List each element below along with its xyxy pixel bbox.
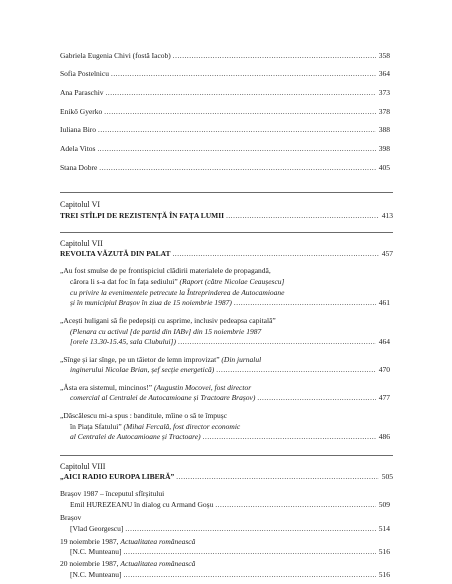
page-number: 516 xyxy=(378,570,390,579)
toc-entry xyxy=(60,162,390,174)
entry-title: Enikő Gyerko xyxy=(60,107,103,116)
entry-line-source: (Augustin Mocovei, fost director xyxy=(153,383,252,392)
page-number: 364 xyxy=(378,69,390,78)
toc-entry-last-line xyxy=(60,297,390,309)
page-number: 413 xyxy=(381,211,393,220)
leader-dots xyxy=(125,523,375,535)
toc-entry xyxy=(60,143,390,155)
entry-line: Brașov 1987 – începutul sfîrșitului xyxy=(60,489,165,498)
chapter-title-entry xyxy=(60,248,393,260)
leader-dots xyxy=(98,124,376,136)
chapter-divider xyxy=(60,192,393,193)
leader-dots xyxy=(178,336,376,348)
entry-line: al Centralei de Autocamioane și Tractoare) xyxy=(70,432,201,441)
entry-line-program: Actualitatea românească xyxy=(120,537,196,546)
entry-line: comercial al Centralei de Autocamioane și Tractoare Brașov) xyxy=(70,393,256,402)
toc-entry-last-line xyxy=(60,364,390,376)
toc-entry xyxy=(60,50,390,62)
toc-entry-last-line xyxy=(60,392,390,404)
entry-line-source: (Mihai Fercală, fost director economic xyxy=(123,422,241,431)
page-number: 405 xyxy=(378,163,390,172)
entry-line: Emil HUREZEANU în dialog cu Armand Goșu xyxy=(70,500,214,509)
entry-title: Ana Paraschiv xyxy=(60,88,104,97)
toc-entry xyxy=(60,87,390,99)
leader-dots xyxy=(226,210,379,222)
entry-line: inginerului Nicolae Brian, șef secție energetică) xyxy=(70,365,215,374)
page-number: 505 xyxy=(381,472,393,481)
entry-line: [N.C. Munteanu] xyxy=(70,547,122,556)
page-number: 457 xyxy=(381,249,393,258)
leader-dots xyxy=(176,471,378,483)
entry-title: Iuliana Biro xyxy=(60,125,97,134)
entry-line-text: „Ăsta era sistemul, mincinos!” xyxy=(60,383,153,392)
leader-dots xyxy=(111,68,376,80)
page-number: 461 xyxy=(378,298,390,307)
entry-line xyxy=(70,277,284,287)
page-number: 514 xyxy=(378,524,390,533)
chapter-label: Capitolul VIII xyxy=(60,462,106,471)
toc-entry-last-line xyxy=(60,336,390,348)
chapter-label: Capitolul VII xyxy=(60,239,103,248)
leader-dots xyxy=(104,106,375,118)
chapter-title: REVOLTA VĂZUTĂ DIN PALAT xyxy=(60,249,171,258)
leader-dots xyxy=(203,431,376,443)
entry-title: Sofia Postelnicu xyxy=(60,69,109,78)
toc-entry-last-line xyxy=(60,431,390,443)
entry-line: „Acești huligani să fie pedepsiți cu asprime, inclusiv pedeapsa capitală” xyxy=(60,316,276,325)
page-number: 477 xyxy=(378,393,390,402)
entry-line: (Plenara cu activul [de partid din IABv] din 15 noiembrie 1987 xyxy=(70,327,262,336)
entry-title: Gabriela Eugenia Chivi (fostă Iacob) xyxy=(60,51,171,60)
entry-line: [Vlad Georgescu] xyxy=(70,524,124,533)
toc-entry xyxy=(60,106,390,118)
entry-line-date: 19 noiembrie 1987, xyxy=(60,537,119,546)
chapter-title: TREI STÎLPI DE REZISTENȚĂ ÎN FAȚA LUMII xyxy=(60,211,225,220)
page-number: 470 xyxy=(378,365,390,374)
entry-line-text: cărora li s-a dat foc în fața sediului” xyxy=(70,277,178,286)
leader-dots xyxy=(173,50,376,62)
leader-dots xyxy=(123,546,375,558)
leader-dots xyxy=(173,248,379,260)
entry-line-text: „Sînge și iar sînge, pe un tăietor de lemn improvizat” xyxy=(60,355,220,364)
toc-entry xyxy=(60,68,390,80)
page-number: 358 xyxy=(378,51,390,60)
entry-line: „Dăscălescu mi-a spus : banditule, mîine o să te împușc xyxy=(60,411,228,420)
page-number: 373 xyxy=(378,88,390,97)
toc-entry-last-line xyxy=(60,569,390,581)
entry-line-source: (Din jurnalul xyxy=(221,355,262,364)
chapter-title: „AICI RADIO EUROPA LIBERĂ” xyxy=(60,472,175,481)
entry-line-source: (Raport (către Nicolae Ceaușescu] xyxy=(179,277,285,286)
entry-line xyxy=(60,559,195,569)
entry-line-date: 20 noiembrie 1987, xyxy=(60,559,119,568)
page-number: 486 xyxy=(378,432,390,441)
page-number: 398 xyxy=(378,144,390,153)
entry-line: și în municipiul Brașov în ziua de 15 noiembrie 1987) xyxy=(70,298,232,307)
toc-entry-last-line xyxy=(60,546,390,558)
page-number: 516 xyxy=(378,547,390,556)
toc-entry-last-line xyxy=(60,499,390,511)
leader-dots xyxy=(97,143,375,155)
page-number: 388 xyxy=(378,125,390,134)
leader-dots xyxy=(106,87,376,99)
entry-line: [orele 13.30-15.45, sala Clubului]) xyxy=(70,337,176,346)
page-number: 378 xyxy=(378,107,390,116)
entry-line-text: în Piața Sfatului” xyxy=(70,422,122,431)
chapter-title-entry xyxy=(60,210,393,222)
chapter-label: Capitolul VI xyxy=(60,200,101,209)
leader-dots xyxy=(215,499,375,511)
entry-line: „Au fost smulse de pe frontispiciul clădirii materialele de propagandă, xyxy=(60,266,271,275)
chapter-divider xyxy=(60,455,393,456)
chapter-divider xyxy=(60,232,393,233)
leader-dots xyxy=(99,162,375,174)
toc-entry xyxy=(60,124,390,136)
entry-line: [N.C. Munteanu] xyxy=(70,570,122,579)
leader-dots xyxy=(216,364,375,376)
page-number: 464 xyxy=(378,337,390,346)
chapter-title-entry xyxy=(60,471,393,483)
leader-dots xyxy=(257,392,375,404)
entry-title: Stana Dobre xyxy=(60,163,98,172)
leader-dots xyxy=(123,569,375,581)
entry-title: Adela Vitos xyxy=(60,144,96,153)
entry-line: Brașov xyxy=(60,513,82,522)
toc-entry-last-line xyxy=(60,523,390,535)
entry-line-program: Actualitatea românească xyxy=(120,559,196,568)
page-number: 509 xyxy=(378,500,390,509)
entry-line: cu privire la evenimentele petrecute la Întreprinderea de Autocamioane xyxy=(70,288,285,297)
leader-dots xyxy=(234,297,376,309)
